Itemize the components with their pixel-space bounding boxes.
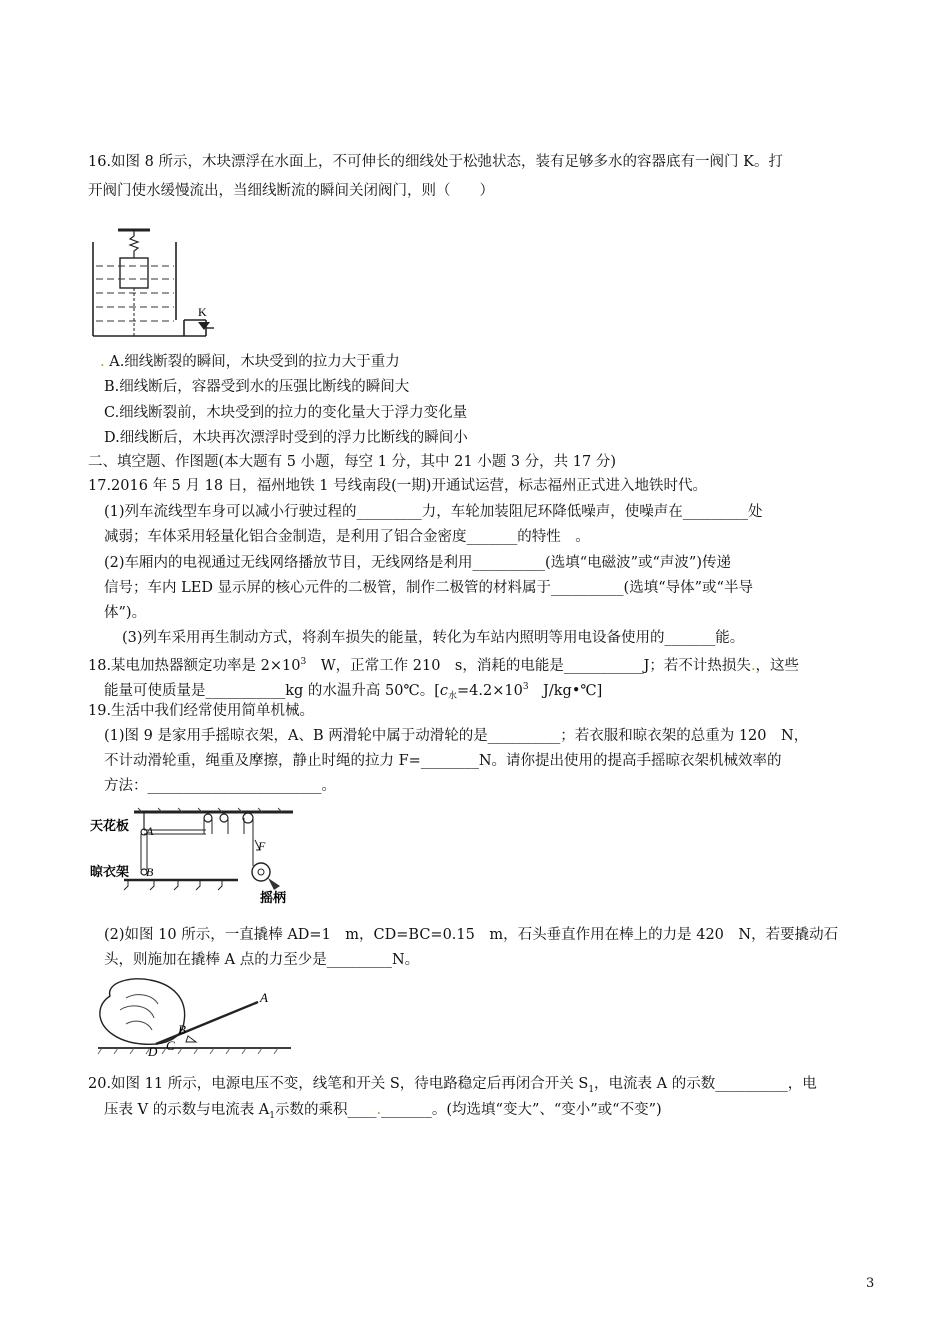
figure-10-label-c: C [166,1038,175,1053]
q17-part1-line2: 减弱；车体采用轻量化铝合金制造，是利用了铝合金密度_______的特性 。 [104,529,590,545]
q16-option-b: B.细线断后，容器受到水的压强比断线的瞬间大 [104,379,410,395]
figure-10-label-a: A [260,990,268,1005]
margin-dot: . [376,1102,382,1118]
q18-text-f: J/kg•℃] [528,682,603,699]
q16-stem-line2: 开阀门使水缓慢流出，当细线断流的瞬间关闭阀门，则（ ） [88,183,494,199]
q17-part2-line3: 体”)。 [104,605,147,621]
q20-a1-subscript: 1 [269,1110,276,1121]
q20-text-e: _______。(均选填“变大”、“变小”或“不变”) [381,1102,662,1118]
q17-part3: (3)列车采用再生制动方式，将刹车损失的能量，转化为车站内照明等用电设备使用的_______能。 [122,630,745,646]
margin-dot: . [750,657,756,674]
q18-exponent-1: 3 [300,657,307,667]
q18-text-b: W，正常工作 210 s，消耗的电能是___________J；若不计热损失 [306,657,751,674]
q18-text-c: ，这些 [755,657,800,674]
q16-option-a: A.细线断裂的瞬间，木块受到的拉力大于重力 [109,354,400,370]
q18-line1 [88,652,799,676]
q18-c-symbol: c [439,682,448,699]
figure-10-label-b: B [178,1022,186,1037]
q18-c-subscript: 水 [448,691,458,702]
q19-part1-line1: (1)图 9 是家用手摇晾衣架，A、B 两滑轮中属于动滑轮的是__________；若衣服和晾衣架的总重为 120 N， [104,728,809,744]
q20-text-a: 20.如图 11 所示，电源电压不变，线笔和开关 S，待电路稳定后再闭合开关 S [88,1076,589,1092]
figure-9-label-rack: 晾衣架 [90,865,130,880]
q17-part2-line1: (2)车厢内的电视通过无线网络播放节目，无线网络是利用__________(选填“电磁波”或“声波”)传递 [104,555,732,571]
figure-9-label-crank: 摇柄 [260,891,287,906]
q16-option-d: D.细线断后，木块再次漂浮时受到的浮力比断线的瞬间小 [104,430,468,446]
figure-10-lever-rock-diagram [96,976,296,1058]
q16-option-c: C.细线断裂前，木块受到的拉力的变化量大于浮力变化量 [104,405,468,421]
figure-9-label-ceiling: 天花板 [90,819,130,834]
q16-stem-line1: 16.如图 8 所示，木块漂浮在水面上，不可伸长的细线处于松弛状态，装有足够多水的容器底有一阀门 K。打 [88,154,783,170]
q18-text-d: 能量可使质量是___________kg 的水温升高 50℃。[ [104,682,440,699]
page-number: 3 [866,1276,875,1291]
figure-9-label-f: F [258,839,266,853]
q19-stem: 19.生活中我们经常使用简单机械。 [88,703,315,719]
q20-text-b: ，电流表 A 的示数__________，电 [594,1076,817,1092]
q20-line1 [88,1074,817,1100]
q18-text-e: =4.2×10 [457,682,523,699]
q19-part1-line3: 方法：________________________。 [104,778,336,794]
q19-part2-line1: (2)如图 10 所示，一直撬棒 AD=1 m，CD=BC=0.15 m，石头垂直作用在棒上的力是 420 N，若要撬动石 [104,927,839,943]
q19-part1-line2: 不计动滑轮重，绳重及摩擦，静止时绳的拉力 F=________N。请你提出使用的提高手摇晾衣架机械效率的 [104,753,782,769]
figure-9-label-b: B [146,865,154,879]
q17-stem: 17.2016 年 5 月 18 日，福州地铁 1 号线南段(一期)开通试运营，标志福州正式进入地铁时代。 [88,478,707,494]
figure-8-label-k: K [198,305,207,319]
figure-9-clothes-rack-diagram [88,806,298,906]
q18-exponent-2: 3 [522,682,529,692]
figure-9-label-a: A [146,824,154,838]
section-2-title: 二、填空题、作图题(本大题有 5 小题，每空 1 分，其中 21 小题 3 分，共 17 分) [88,454,616,470]
q20-text-d: 示数的乘积____ [275,1102,377,1118]
q17-part1-line1: (1)列车流线型车身可以减小行驶过程的_________力，车轮加装阻尼环降低噪声，使噪声在_________处 [104,504,763,520]
q20-text-c: 压表 V 的示数与电流表 A [104,1102,270,1118]
figure-10-label-d: D [148,1044,158,1058]
figure-8-container-diagram [88,224,218,344]
q16-option-a-row [100,352,400,372]
q20-s1-subscript: 1 [588,1084,595,1095]
margin-dot: . [100,354,105,370]
q17-part2-line2: 信号；车内 LED 显示屏的核心元件的二极管，制作二极管的材料属于__________(选填“导体”或“半导 [104,580,753,596]
q20-line2 [104,1100,662,1126]
q19-part2-line2: 头，则施加在撬棒 A 点的力至少是_________N。 [104,952,420,968]
q18-text-a: 18.某电加热器额定功率是 2×10 [88,657,301,674]
